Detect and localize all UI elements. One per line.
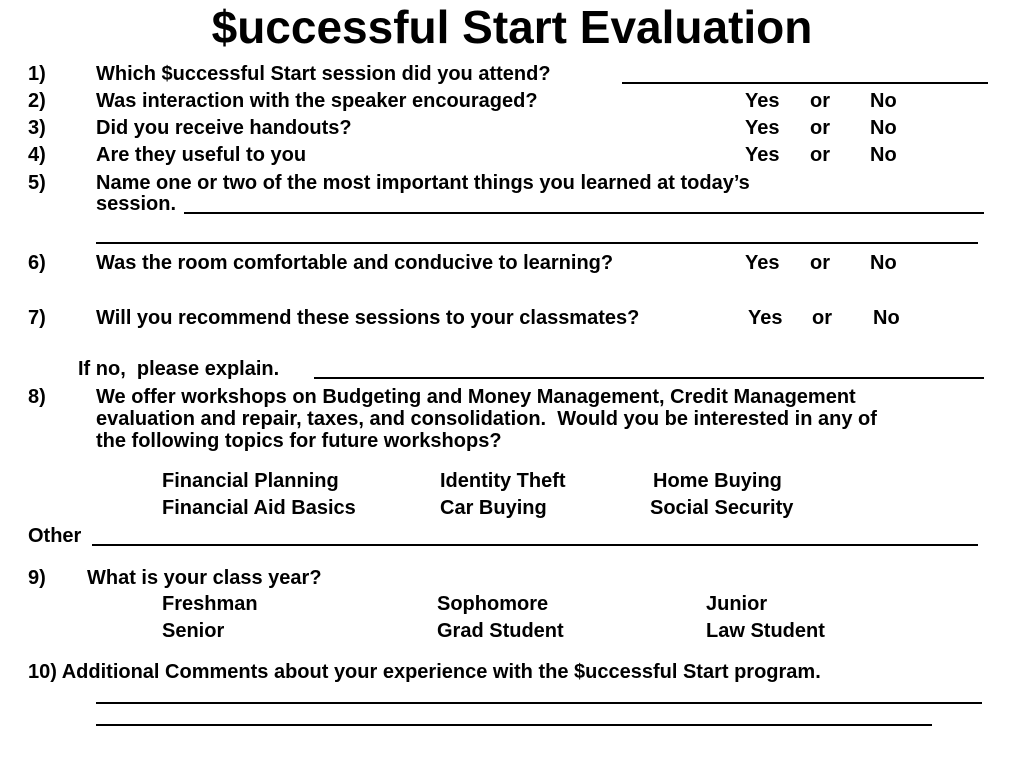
q7-number: 7) <box>28 307 46 329</box>
q2-number: 2) <box>28 90 46 112</box>
q5-text-line2: session. <box>96 193 177 215</box>
q6-or: or <box>810 252 830 274</box>
q4-yes-option[interactable]: Yes <box>745 144 780 166</box>
comments-line-2[interactable] <box>96 724 932 726</box>
q2-yes-option[interactable]: Yes <box>745 90 780 112</box>
topic-option[interactable]: Car Buying <box>440 497 547 519</box>
q4-text: Are they useful to you <box>96 144 307 166</box>
q1-answer-line[interactable] <box>622 82 988 84</box>
topic-option[interactable]: Home Buying <box>653 470 782 492</box>
q7-followup-label: If no, please explain. <box>78 358 280 380</box>
q3-text: Did you receive handouts? <box>96 117 352 139</box>
class-year-option[interactable]: Junior <box>706 593 768 615</box>
q9-text: What is your class year? <box>87 567 322 589</box>
q3-yes-option[interactable]: Yes <box>745 117 780 139</box>
q9-number: 9) <box>28 567 46 589</box>
q8-text-line1: We offer workshops on Budgeting and Money Management, Credit Management <box>96 386 856 408</box>
q6-no-option[interactable]: No <box>870 252 897 274</box>
q4-or: or <box>810 144 830 166</box>
q4-no-option[interactable]: No <box>870 144 897 166</box>
q2-or: or <box>810 90 830 112</box>
q3-no-option[interactable]: No <box>870 117 897 139</box>
q7-explain-line[interactable] <box>314 377 984 379</box>
q10-text: 10) Additional Comments about your experience with the $uccessful Start program. <box>28 661 821 683</box>
topic-option[interactable]: Financial Aid Basics <box>162 497 356 519</box>
other-answer-line[interactable] <box>92 544 978 546</box>
q3-number: 3) <box>28 117 46 139</box>
topic-option[interactable]: Financial Planning <box>162 470 339 492</box>
q5-text-line1: Name one or two of the most important things you learned at today’s <box>96 172 750 194</box>
q8-text-line3: the following topics for future workshops? <box>96 430 502 452</box>
class-year-option[interactable]: Grad Student <box>437 620 564 642</box>
q7-no-option[interactable]: No <box>873 307 900 329</box>
other-label: Other <box>28 525 82 547</box>
q7-or: or <box>812 307 832 329</box>
q6-text: Was the room comfortable and conducive to learning? <box>96 252 614 274</box>
q5-number: 5) <box>28 172 46 194</box>
page-title: $uccessful Start Evaluation <box>211 1 813 53</box>
q1-text: Which $uccessful Start session did you attend? <box>96 63 551 85</box>
class-year-option[interactable]: Law Student <box>706 620 825 642</box>
q2-text: Was interaction with the speaker encouraged? <box>96 90 538 112</box>
class-year-option[interactable]: Sophomore <box>437 593 549 615</box>
class-year-option[interactable]: Senior <box>162 620 225 642</box>
q3-or: or <box>810 117 830 139</box>
q5-answer-line-1[interactable] <box>184 212 984 214</box>
topic-option[interactable]: Social Security <box>650 497 794 519</box>
q6-number: 6) <box>28 252 46 274</box>
q8-number: 8) <box>28 386 46 408</box>
comments-line-1[interactable] <box>96 702 982 704</box>
q7-yes-option[interactable]: Yes <box>748 307 783 329</box>
class-year-option[interactable]: Freshman <box>162 593 258 615</box>
q7-text: Will you recommend these sessions to your classmates? <box>96 307 640 329</box>
q4-number: 4) <box>28 144 46 166</box>
q5-answer-line-2[interactable] <box>96 242 978 244</box>
topic-option[interactable]: Identity Theft <box>440 470 566 492</box>
q6-yes-option[interactable]: Yes <box>745 252 780 274</box>
q1-number: 1) <box>28 63 46 85</box>
q2-no-option[interactable]: No <box>870 90 897 112</box>
q8-text-line2: evaluation and repair, taxes, and consolidation. Would you be interested in any of <box>96 408 877 430</box>
